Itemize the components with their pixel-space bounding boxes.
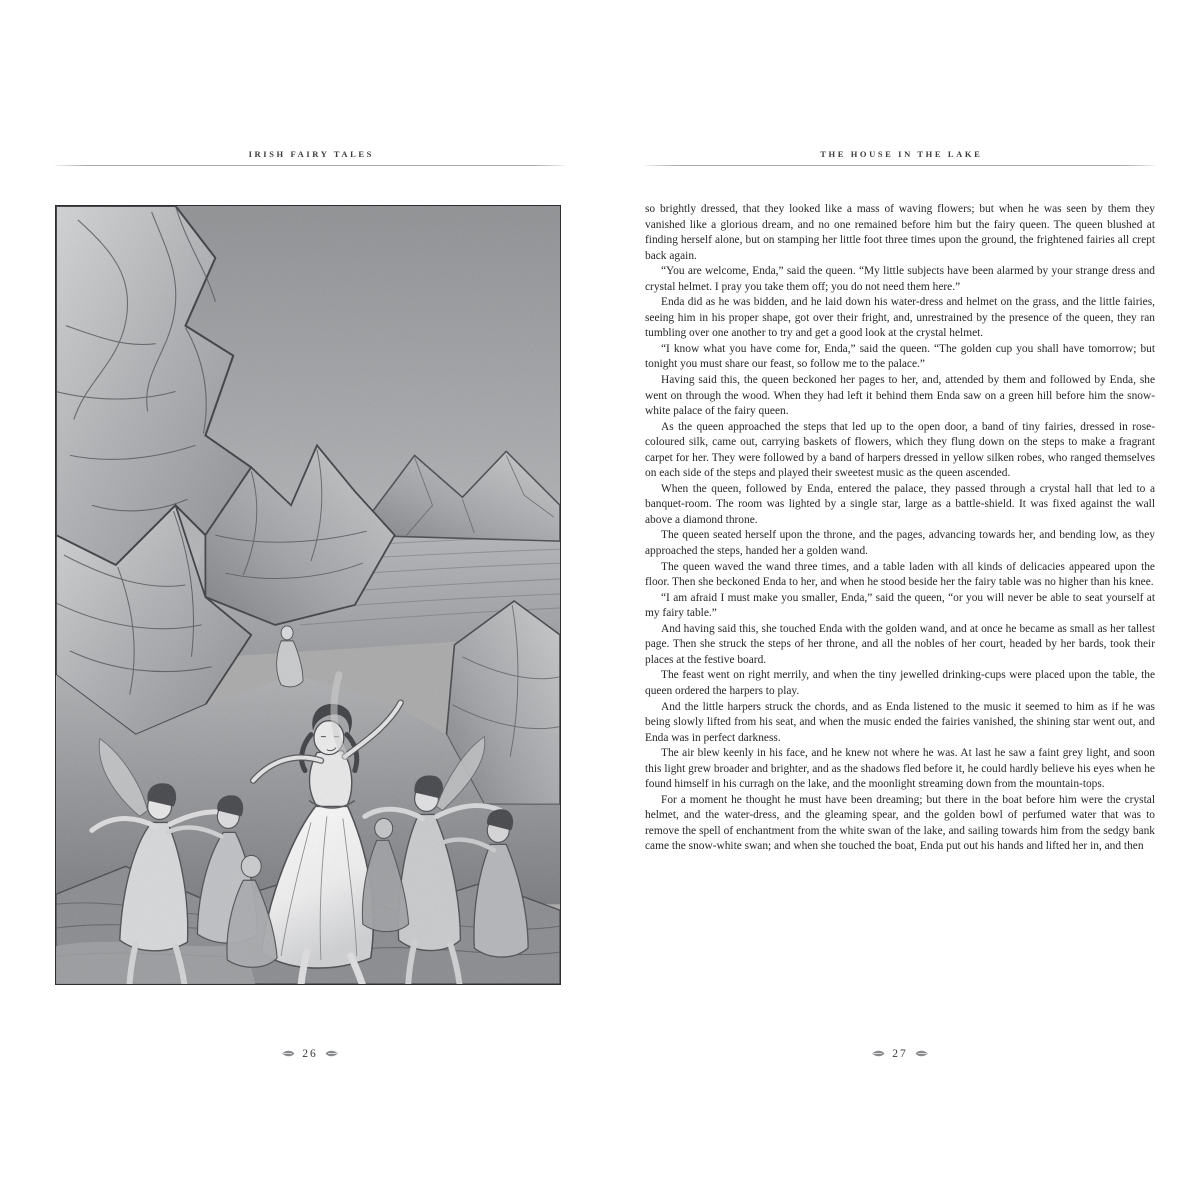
paragraph: Enda did as he was bidden, and he laid down his water-dress and helmet on the grass, and the little fairies, seeing him in his proper shape, got over their fright, and, unrestrained by the presence of the queen, they ran tumbling over one another to try and get a good look at the crystal helmet. [645, 296, 1155, 340]
leaf-ornament-icon [915, 1050, 928, 1057]
right-page-number: 27 [892, 1047, 908, 1060]
illustration-artwork [56, 206, 560, 984]
leaf-ornament-icon [872, 1050, 885, 1057]
right-header-rule [645, 165, 1155, 166]
paragraph: Having said this, the queen beckoned her pages to her, and, attended by them and followed by Enda, she went on through the wood. When they had left it behind them Enda saw on a green hill before him the snow-white palace of the fairy queen. [645, 374, 1155, 418]
paragraph: And having said this, she touched Enda with the golden wand, and at once he became as small as her tallest page. Then she struck the steps of her throne, and all the nobles of her court, headed by her bards, took their places at the festive board. [645, 622, 1155, 666]
paragraph: “I know what you have come for, Enda,” said the queen. “The golden cup you shall have tomorrow; but tonight you must share our feast, so follow me to the palace.” [645, 342, 1155, 371]
left-folio [55, 1044, 565, 1062]
paragraph: “I am afraid I must make you smaller, Enda,” said the queen, “or you will never be able to seat yourself at my fairy table.” [645, 591, 1155, 620]
left-header-rule [55, 165, 565, 166]
paragraph: The queen waved the wand three times, and a table laden with all kinds of delicacies appeared upon the floor. Then she beckoned Enda to her, and when he stood beside her the fairy table was no higher than his knee. [645, 560, 1155, 589]
paragraph: For a moment he thought he must have been dreaming; but there in the boat before him were the crystal helmet, and the water-dress, and the gleaming spear, and the golden bowl of perfumed water that was to remove the spell of enchantment from the white swan of the lake, and sailing towards him from the sedgy bank came the snow-white swan; and when she touched the boat, Enda put out his hands and lifted her in, and then [645, 793, 1155, 853]
left-running-head [55, 150, 565, 166]
leaf-ornament-icon [282, 1050, 295, 1057]
paragraph: The air blew keenly in his face, and he knew not where he was. At last he saw a faint grey light, and soon this light grew broader and brighter, and as the shadows fled before it, he could hardly believe his eyes when he found himself in his curragh on the lake, and the moonlight streaming down from the mountain-tops. [645, 747, 1155, 791]
left-page-number: 26 [302, 1047, 318, 1060]
paragraph: The feast went on right merrily, and when the tiny jewelled drinking-cups were placed upon the table, the queen ordered the harpers to play. [645, 669, 1155, 697]
illustration-plate [55, 205, 561, 985]
paragraph: The queen seated herself upon the throne, and the pages, advancing towards her, and bending low, as they approached the steps, handed her a golden wand. [645, 529, 1155, 558]
paragraph: “You are welcome, Enda,” said the queen. “My little subjects have been alarmed by your strange dress and crystal helmet. I pray you take them off; you do not need them here.” [645, 265, 1155, 293]
leaf-ornament-icon [325, 1050, 338, 1057]
right-running-head-text: THE HOUSE IN THE LAKE [820, 149, 983, 159]
right-running-head [645, 150, 1155, 166]
paragraph: When the queen, followed by Enda, entered the palace, they passed through a crystal hall that led to a banquet-room. The room was lighted by a single star, large as a battle-shield. It was fixed against the wall above a diamond throne. [645, 482, 1155, 526]
right-folio [645, 1044, 1155, 1062]
left-running-head-text: IRISH FAIRY TALES [248, 149, 374, 159]
paragraph: so brightly dressed, that they looked like a mass of waving flowers; but when he was seen by them they vanished like a glorious dream, and no one remained before him but the fairy queen. The queen blushed at finding herself alone, but on stamping her little foot three times upon the ground, the frightened fairies all crept back again. [645, 203, 1155, 262]
left-page [55, 149, 565, 1060]
right-page [645, 149, 1155, 1060]
paragraph: And the little harpers struck the chords, and as Enda listened to the music it seemed to him as if he was being slowly lifted from his seat, and when the music ended the fairies vanished, the shining star went out, and Enda was in perfect darkness. [645, 700, 1155, 744]
paragraph: As the queen approached the steps that led up to the open door, a band of tiny fairies, dressed in rose-coloured silk, came out, carrying baskets of flowers, which they flung down on the steps to make a fragrant carpet for her. They were followed by a band of harpers dressed in yellow silken robes, who ranged themselves on each side of the steps and played their sweetest music as the queen ascended. [645, 420, 1155, 480]
body-text [645, 202, 1155, 855]
